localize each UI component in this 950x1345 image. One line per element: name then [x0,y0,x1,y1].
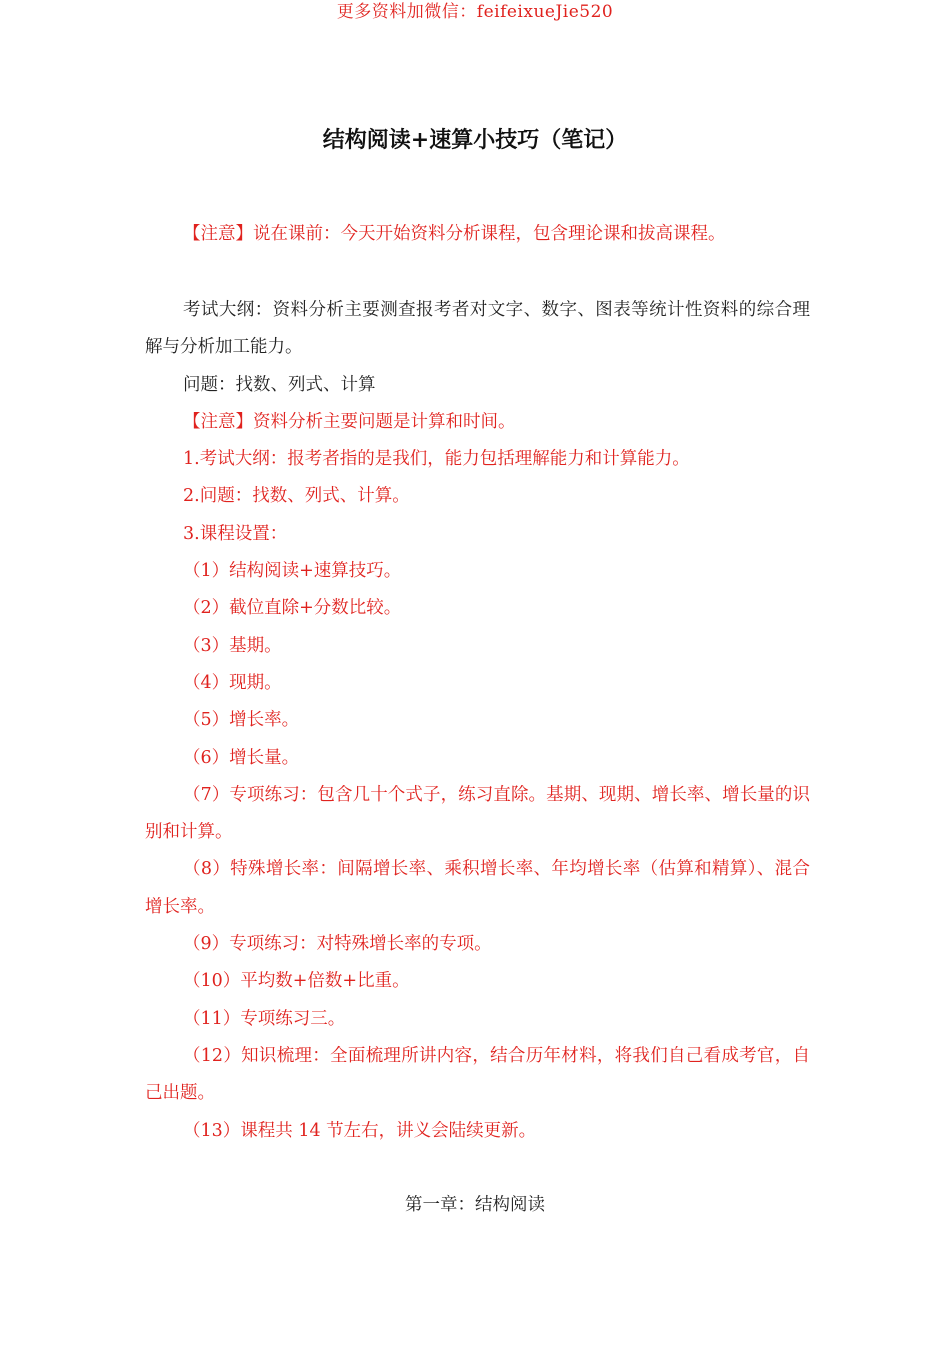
course-item-5: （5）增长率。 [183,710,300,731]
question-types-line: 问题：找数、列式、计算 [183,374,376,395]
course-item-4: （4）现期。 [183,672,282,693]
course-item-1: （1）结构阅读+速算技巧。 [183,561,402,582]
course-item-9: （9）专项练习：对特殊增长率的专项。 [183,934,492,955]
course-item-11: （11）专项练习三。 [183,1008,346,1029]
exam-outline-paragraph: 考试大纲：资料分析主要测查报考者对文字、数字、图表等统计性资料的综合理解与分析加工能力。 [145,300,810,358]
course-item-7: （7）专项练习：包含几十个式子，练习直除。基期、现期、增长率、增长量的识别和计算。 [145,784,810,843]
note-item-2: 2.问题：找数、列式、计算。 [183,486,410,507]
document-title: 结构阅读+速算小技巧（笔记） [322,127,628,153]
course-item-2: （2）截位直除+分数比较。 [183,598,402,619]
note-item-3: 3.课程设置： [183,523,288,544]
note-item-1: 1.考试大纲：报考者指的是我们，能力包括理解能力和计算能力。 [183,449,690,470]
chapter-heading: 第一章：结构阅读 [405,1195,545,1215]
course-item-12: （12）知识梳理：全面梳理所讲内容，结合历年材料，将我们自己看成考官，自己出题。 [145,1045,810,1104]
course-item-3: （3）基期。 [183,635,282,656]
course-item-13: （13）课程共 14 节左右，讲义会陆续更新。 [183,1120,537,1141]
course-item-6: （6）增长量。 [183,747,300,768]
pre-class-notice: 【注意】说在课前：今天开始资料分析课程，包含理论课和拔高课程。 [183,224,726,244]
course-item-10: （10）平均数+倍数+比重。 [183,971,410,992]
main-problem-notice: 【注意】资料分析主要问题是计算和时间。 [183,411,516,432]
document-body [145,292,810,1150]
wechat-contact-note: 更多资料加微信：feifeixueJie520 [336,2,614,22]
course-item-8: （8）特殊增长率：间隔增长率、乘积增长率、年均增长率（估算和精算）、混合增长率。 [145,859,810,917]
